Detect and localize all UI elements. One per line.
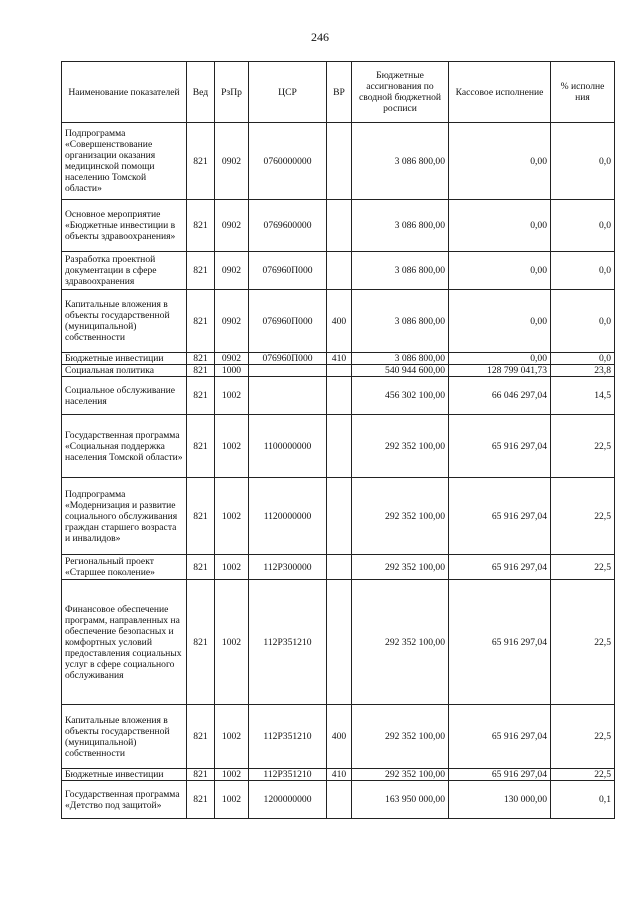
cell-vr: [327, 252, 352, 290]
page-number: 246: [311, 30, 329, 44]
cell-csr: 112P351210: [249, 769, 327, 781]
table-row: [62, 353, 615, 365]
cell-percent: 14,5: [551, 377, 615, 415]
cell-ved: 821: [187, 580, 215, 705]
table-row: [62, 478, 615, 555]
cell-name: Социальная политика: [62, 365, 187, 377]
table-row: [62, 252, 615, 290]
cell-ved: 821: [187, 252, 215, 290]
cell-assignments: 3 086 800,00: [352, 200, 449, 252]
cell-vr: [327, 555, 352, 580]
cell-rzpr: 0902: [215, 123, 249, 200]
cell-rzpr: 1002: [215, 705, 249, 769]
cell-ved: 821: [187, 478, 215, 555]
cell-rzpr: 1002: [215, 769, 249, 781]
budget-table: [61, 61, 615, 819]
cell-execution: 65 916 297,04: [449, 415, 551, 478]
cell-name: Государственная программа «Социальная поддержка населения Томской области»: [62, 415, 187, 478]
cell-percent: 22,5: [551, 580, 615, 705]
cell-name: Основное мероприятие «Бюджетные инвестиции в объекты здравоохранения»: [62, 200, 187, 252]
cell-vr: [327, 200, 352, 252]
cell-assignments: 292 352 100,00: [352, 580, 449, 705]
cell-percent: 22,5: [551, 705, 615, 769]
cell-assignments: 3 086 800,00: [352, 252, 449, 290]
cell-rzpr: 0902: [215, 200, 249, 252]
cell-ved: 821: [187, 353, 215, 365]
cell-assignments: 163 950 000,00: [352, 781, 449, 819]
cell-ved: 821: [187, 781, 215, 819]
table-row: [62, 365, 615, 377]
cell-vr: [327, 580, 352, 705]
cell-name: Бюджетные инвестиции: [62, 769, 187, 781]
table-row: [62, 705, 615, 769]
cell-execution: 65 916 297,04: [449, 580, 551, 705]
cell-csr: 1200000000: [249, 781, 327, 819]
cell-rzpr: 1002: [215, 377, 249, 415]
cell-assignments: 3 086 800,00: [352, 123, 449, 200]
cell-execution: 128 799 041,73: [449, 365, 551, 377]
cell-csr: 112P300000: [249, 555, 327, 580]
cell-csr: 112P351210: [249, 705, 327, 769]
cell-execution: 66 046 297,04: [449, 377, 551, 415]
cell-vr: [327, 415, 352, 478]
cell-csr: 076960П000: [249, 252, 327, 290]
cell-ved: 821: [187, 200, 215, 252]
cell-ved: 821: [187, 555, 215, 580]
cell-execution: 65 916 297,04: [449, 705, 551, 769]
cell-execution: 0,00: [449, 200, 551, 252]
cell-vr: [327, 478, 352, 555]
header-ved: Вед: [187, 62, 215, 123]
cell-assignments: 292 352 100,00: [352, 478, 449, 555]
cell-percent: 0,0: [551, 290, 615, 353]
cell-name: Социальное обслуживание населения: [62, 377, 187, 415]
cell-name: Финансовое обеспечение программ, направленных на обеспечение безопасных и комфортных условий предоставления социальных услуг в сфере социального обслуживания: [62, 580, 187, 705]
cell-name: Подпрограмма «Совершенствование организации оказания медицинской помощи населению Томской области»: [62, 123, 187, 200]
cell-percent: 22,5: [551, 769, 615, 781]
cell-rzpr: 1002: [215, 555, 249, 580]
cell-csr: 0760000000: [249, 123, 327, 200]
cell-vr: [327, 123, 352, 200]
table-row: [62, 377, 615, 415]
cell-name: Капитальные вложения в объекты государственной (муниципальной) собственности: [62, 705, 187, 769]
cell-percent: 22,5: [551, 555, 615, 580]
cell-name: Региональный проект «Старшее поколение»: [62, 555, 187, 580]
cell-assignments: 292 352 100,00: [352, 555, 449, 580]
header-execution: Кассовое исполнение: [449, 62, 551, 123]
cell-vr: 410: [327, 353, 352, 365]
cell-execution: 0,00: [449, 353, 551, 365]
cell-percent: 0,0: [551, 200, 615, 252]
cell-vr: 410: [327, 769, 352, 781]
cell-csr: 1120000000: [249, 478, 327, 555]
table-row: [62, 769, 615, 781]
cell-execution: 130 000,00: [449, 781, 551, 819]
cell-execution: 65 916 297,04: [449, 478, 551, 555]
header-rzpr: РзПр: [215, 62, 249, 123]
cell-ved: 821: [187, 377, 215, 415]
cell-vr: [327, 781, 352, 819]
table-row: [62, 781, 615, 819]
cell-percent: 22,5: [551, 478, 615, 555]
cell-csr: [249, 377, 327, 415]
cell-percent: 0,0: [551, 123, 615, 200]
table-row: [62, 123, 615, 200]
cell-assignments: 540 944 600,00: [352, 365, 449, 377]
header-name: Наименование показателей: [62, 62, 187, 123]
cell-rzpr: 1002: [215, 580, 249, 705]
cell-ved: 821: [187, 123, 215, 200]
cell-rzpr: 0902: [215, 353, 249, 365]
cell-execution: 0,00: [449, 123, 551, 200]
cell-vr: [327, 365, 352, 377]
cell-rzpr: 0902: [215, 252, 249, 290]
cell-csr: 112P351210: [249, 580, 327, 705]
cell-rzpr: 1000: [215, 365, 249, 377]
cell-csr: 076960П000: [249, 353, 327, 365]
cell-execution: 0,00: [449, 252, 551, 290]
cell-csr: 1100000000: [249, 415, 327, 478]
cell-rzpr: 0902: [215, 290, 249, 353]
cell-csr: 076960П000: [249, 290, 327, 353]
header-row: [62, 62, 615, 123]
cell-assignments: 456 302 100,00: [352, 377, 449, 415]
cell-rzpr: 1002: [215, 781, 249, 819]
cell-name: Капитальные вложения в объекты государственной (муниципальной) собственности: [62, 290, 187, 353]
cell-rzpr: 1002: [215, 415, 249, 478]
header-percent: % исполне ния: [551, 62, 615, 123]
cell-percent: 23,8: [551, 365, 615, 377]
cell-csr: [249, 365, 327, 377]
table-row: [62, 555, 615, 580]
cell-vr: [327, 377, 352, 415]
cell-assignments: 3 086 800,00: [352, 290, 449, 353]
cell-name: Разработка проектной документации в сфере здравоохранения: [62, 252, 187, 290]
table-row: [62, 415, 615, 478]
cell-execution: 65 916 297,04: [449, 769, 551, 781]
cell-vr: 400: [327, 290, 352, 353]
cell-execution: 0,00: [449, 290, 551, 353]
cell-ved: 821: [187, 290, 215, 353]
cell-name: Подпрограмма «Модернизация и развитие социального обслуживания граждан старшего возраста и инвалидов»: [62, 478, 187, 555]
cell-ved: 821: [187, 415, 215, 478]
cell-name: Государственная программа «Детство под защитой»: [62, 781, 187, 819]
table-row: [62, 290, 615, 353]
header-assignments: Бюджетные ассигнования по сводной бюджетной росписи: [352, 62, 449, 123]
cell-percent: 0,0: [551, 252, 615, 290]
cell-percent: 0,1: [551, 781, 615, 819]
header-vr: ВР: [327, 62, 352, 123]
cell-name: Бюджетные инвестиции: [62, 353, 187, 365]
cell-csr: 0769600000: [249, 200, 327, 252]
cell-percent: 0,0: [551, 353, 615, 365]
cell-assignments: 292 352 100,00: [352, 705, 449, 769]
cell-ved: 821: [187, 705, 215, 769]
cell-assignments: 3 086 800,00: [352, 353, 449, 365]
cell-vr: 400: [327, 705, 352, 769]
cell-ved: 821: [187, 769, 215, 781]
table-row: [62, 200, 615, 252]
cell-percent: 22,5: [551, 415, 615, 478]
cell-execution: 65 916 297,04: [449, 555, 551, 580]
cell-assignments: 292 352 100,00: [352, 769, 449, 781]
cell-rzpr: 1002: [215, 478, 249, 555]
cell-ved: 821: [187, 365, 215, 377]
header-csr: ЦСР: [249, 62, 327, 123]
cell-assignments: 292 352 100,00: [352, 415, 449, 478]
table-row: [62, 580, 615, 705]
